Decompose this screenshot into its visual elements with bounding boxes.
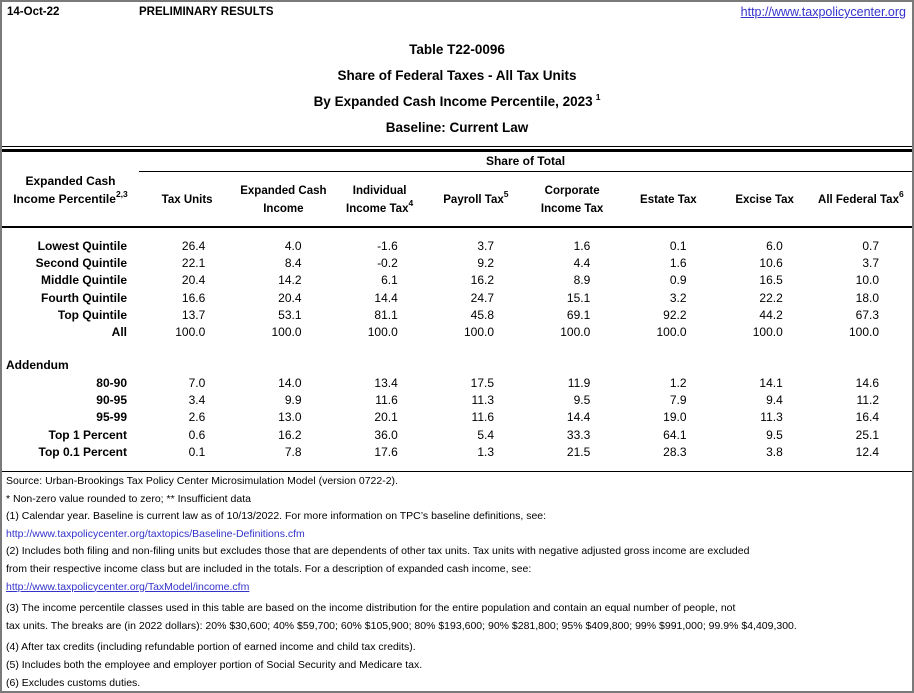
cell-excise-tax: 22.2 <box>759 290 783 305</box>
cell-all-federal-tax: 10.0 <box>855 273 879 288</box>
table-percentile-title: By Expanded Cash Income Percentile, 2023 $^1$ <box>313 91 601 109</box>
share-of-total-group <box>139 152 912 227</box>
cell-individual-income-tax: 36.0 <box>374 427 398 442</box>
cell-tax-units: 20.4 <box>181 273 206 288</box>
cell-individual-income-tax: 81.1 <box>374 307 398 322</box>
table-row <box>2 443 912 460</box>
cell-excise-tax: 9.4 <box>766 393 783 408</box>
cell-expanded-cash-income: 7.8 <box>284 444 302 459</box>
preliminary-results-label: PRELIMINARY RESULTS <box>139 6 274 18</box>
cell-all-federal-tax: 67.3 <box>855 307 879 322</box>
row-label: Second Quintile <box>35 255 127 270</box>
baseline-title: Baseline: Current Law <box>385 120 529 135</box>
notes-top-rule <box>2 471 912 472</box>
table-row <box>2 426 912 443</box>
cell-estate-tax: 1.2 <box>669 375 687 390</box>
cell-estate-tax: 92.2 <box>663 307 687 322</box>
footnote-5: (5) Includes both the employee and employer portion of Social Security and Medicare tax. <box>6 658 423 671</box>
col-header-estate-tax: Estate Tax <box>640 193 697 206</box>
cell-expanded-cash-income: 4.0 <box>284 238 302 253</box>
table-row <box>2 323 912 340</box>
cell-excise-tax: 9.5 <box>766 427 783 442</box>
cell-tax-units: 13.7 <box>181 307 206 322</box>
footnote-ref-2-3: 2,3 <box>115 188 128 199</box>
cell-corporate-income-tax: 4.4 <box>573 255 591 270</box>
cell-tax-units: 7.0 <box>188 375 206 390</box>
cell-expanded-cash-income: 14.2 <box>278 273 302 288</box>
footnote-6: (6) Excludes customs duties. <box>6 676 141 689</box>
cell-payroll-tax: 100.0 <box>463 325 494 340</box>
cell-all-federal-tax: 0.7 <box>862 238 879 253</box>
table-row <box>2 391 912 408</box>
cell-payroll-tax: 24.7 <box>470 290 494 305</box>
cell-all-federal-tax: 3.7 <box>862 255 879 270</box>
cell-all-federal-tax: 25.1 <box>855 427 879 442</box>
column-headers <box>139 172 912 227</box>
table-body <box>2 228 912 461</box>
cell-individual-income-tax: 11.6 <box>375 393 398 408</box>
cell-estate-tax: 19.0 <box>663 410 687 425</box>
cell-individual-income-tax: 6.1 <box>381 273 398 288</box>
cell-estate-tax: 3.2 <box>669 290 687 305</box>
cell-estate-tax: 28.3 <box>663 444 687 459</box>
cell-payroll-tax: 5.4 <box>477 427 494 442</box>
row-label: 90-95 <box>96 393 127 408</box>
baseline-definitions-link[interactable]: http://www.taxpolicycenter.org/taxtopics/Baseline-Definitions.cfm <box>6 527 305 540</box>
row-header-label: Expanded Cash Income Percentile$^{2,3}$ <box>13 173 128 206</box>
cell-tax-units: 26.4 <box>181 238 206 253</box>
table-row <box>2 254 912 271</box>
table-row <box>2 374 912 391</box>
quintile-rows <box>2 228 912 341</box>
cell-individual-income-tax: 20.1 <box>374 410 398 425</box>
col-header-all-federal-tax: All Federal Tax$^6$ <box>818 188 904 206</box>
cell-payroll-tax: 11.6 <box>471 410 494 425</box>
cell-excise-tax: 6.0 <box>766 238 783 253</box>
table-subject-title: Share of Federal Taxes - All Tax Units <box>337 68 577 83</box>
row-label: Top 1 Percent <box>48 427 127 442</box>
cell-payroll-tax: 16.2 <box>470 273 494 288</box>
cell-corporate-income-tax: 100.0 <box>560 325 591 340</box>
footnote-3-line1: (3) The income percentile classes used in this table are based on the income distribution for the entire population and contain an equal number of people, not <box>6 602 736 615</box>
cell-expanded-cash-income: 16.2 <box>278 427 302 442</box>
footnote-ref-1: 1 <box>595 91 601 102</box>
cell-all-federal-tax: 18.0 <box>855 290 879 305</box>
cell-excise-tax: 3.8 <box>766 444 783 459</box>
cell-payroll-tax: 17.5 <box>470 375 494 390</box>
cell-individual-income-tax: 17.6 <box>374 444 398 459</box>
cell-individual-income-tax: 13.4 <box>374 375 398 390</box>
cell-expanded-cash-income: 13.0 <box>278 410 302 425</box>
report-date: 14-Oct-22 <box>7 6 60 18</box>
cell-individual-income-tax: 100.0 <box>367 325 398 340</box>
col-header-payroll-tax: Payroll Tax$^5$ <box>443 188 509 206</box>
cell-payroll-tax: 1.3 <box>477 444 494 459</box>
cell-tax-units: 22.1 <box>181 255 206 270</box>
table-number-title: Table T22-0096 <box>409 42 505 57</box>
cell-payroll-tax: 3.7 <box>477 238 494 253</box>
cell-payroll-tax: 45.8 <box>470 307 494 322</box>
footnote-4: (4) After tax credits (including refundable portion of earned income and child tax credits). <box>6 641 416 654</box>
cell-payroll-tax: 9.2 <box>477 255 494 270</box>
cell-individual-income-tax: -0.2 <box>377 255 398 270</box>
table-row <box>2 289 912 306</box>
cell-estate-tax: 0.9 <box>669 273 687 288</box>
cell-corporate-income-tax: 9.5 <box>573 393 591 408</box>
share-of-total-label: Share of Total <box>139 152 912 172</box>
footnote-2-line1: (2) Includes both filing and non-filing units but excludes those that are dependents of other tax units. Tax units with negative adjusted gross income are excluded <box>6 545 750 558</box>
row-label: 95-99 <box>96 410 127 425</box>
cell-corporate-income-tax: 69.1 <box>566 307 591 322</box>
cell-excise-tax: 100.0 <box>752 325 783 340</box>
source-note: Source: Urban-Brookings Tax Policy Center Microsimulation Model (version 0722-2). <box>6 475 398 487</box>
cell-all-federal-tax: 11.2 <box>856 393 879 408</box>
cell-excise-tax: 11.3 <box>760 410 783 425</box>
cell-excise-tax: 10.6 <box>759 255 783 270</box>
cell-excise-tax: 16.5 <box>759 273 783 288</box>
col-header-individual-income-tax: Individual Income Tax$^4$ <box>346 184 414 215</box>
cell-expanded-cash-income: 100.0 <box>271 325 302 340</box>
cell-all-federal-tax: 14.6 <box>855 375 879 390</box>
footnote-2-link-line <box>6 579 910 597</box>
footnote-1: (1) Calendar year. Baseline is current law as of 10/13/2022. For more information on TPC’s baseline definitions, see: <box>6 510 547 523</box>
col-header-corporate-income-tax: Corporate Income Tax <box>540 184 604 215</box>
row-label: Top 0.1 Percent <box>38 444 127 459</box>
rounding-note: * Non-zero value rounded to zero; ** Insufficient data <box>6 492 251 505</box>
cell-payroll-tax: 11.3 <box>471 393 494 408</box>
cell-tax-units: 0.6 <box>188 427 206 442</box>
row-label: 80-90 <box>96 375 127 390</box>
cell-corporate-income-tax: 33.3 <box>566 427 591 442</box>
cell-expanded-cash-income: 53.1 <box>278 307 302 322</box>
cell-estate-tax: 7.9 <box>669 393 687 408</box>
cell-corporate-income-tax: 1.6 <box>573 238 591 253</box>
cell-tax-units: 16.6 <box>181 290 206 305</box>
row-label: All <box>111 325 127 340</box>
cell-corporate-income-tax: 15.1 <box>566 290 591 305</box>
cell-excise-tax: 44.2 <box>759 307 783 322</box>
cell-tax-units: 3.4 <box>188 393 206 408</box>
cell-expanded-cash-income: 14.0 <box>278 375 302 390</box>
cell-tax-units: 0.1 <box>188 444 206 459</box>
cell-tax-units: 2.6 <box>188 410 206 425</box>
row-label: Lowest Quintile <box>37 238 127 253</box>
col-header-tax-units: Tax Units <box>161 193 213 206</box>
cell-all-federal-tax: 12.4 <box>855 444 879 459</box>
row-label: Fourth Quintile <box>41 290 127 305</box>
cell-excise-tax: 14.1 <box>759 375 783 390</box>
cell-corporate-income-tax: 11.9 <box>567 375 591 390</box>
row-label: Top Quintile <box>57 307 127 322</box>
taxpolicycenter-link[interactable]: http://www.taxpolicycenter.org <box>740 5 906 19</box>
footnote-1-link-line <box>6 526 910 544</box>
addendum-label: Addendum <box>6 357 69 372</box>
cell-expanded-cash-income: 8.4 <box>284 255 302 270</box>
table-row <box>2 409 912 426</box>
cell-estate-tax: 100.0 <box>656 325 687 340</box>
cell-estate-tax: 1.6 <box>669 255 687 270</box>
cell-individual-income-tax: -1.6 <box>377 238 398 253</box>
title-block <box>2 37 912 141</box>
cell-expanded-cash-income: 9.9 <box>284 393 302 408</box>
cell-tax-units: 100.0 <box>175 325 206 340</box>
cell-all-federal-tax: 100.0 <box>848 325 879 340</box>
col-header-excise-tax: Excise Tax <box>735 193 794 206</box>
footnotes <box>6 473 910 692</box>
table-row <box>2 272 912 289</box>
table-row <box>2 306 912 323</box>
addendum-rows <box>2 374 912 460</box>
footnote-3-line2: tax units. The breaks are (in 2022 dollars): 20% $30,600; 40% $59,700; 60% $105,900; 80% $193,600; 90% $281,800; 95% $409,800; 99% $991,000; 99.9% $4,409,300. <box>6 619 797 632</box>
cell-individual-income-tax: 14.4 <box>374 290 398 305</box>
col-header-expanded-cash-income: Expanded Cash Income <box>240 184 327 215</box>
cell-expanded-cash-income: 20.4 <box>278 290 302 305</box>
cell-estate-tax: 0.1 <box>669 238 687 253</box>
cell-corporate-income-tax: 8.9 <box>573 273 591 288</box>
cell-corporate-income-tax: 14.4 <box>566 410 591 425</box>
table-header <box>2 152 912 227</box>
cell-all-federal-tax: 16.4 <box>855 410 879 425</box>
cell-corporate-income-tax: 21.5 <box>566 444 591 459</box>
table-row <box>2 237 912 254</box>
row-label: Middle Quintile <box>41 273 127 288</box>
footnote-2-line2: from their respective income class but are included in the totals. For a description of expanded cash income, see: <box>6 562 532 575</box>
income-definition-link[interactable]: http://www.taxpolicycenter.org/TaxModel/income.cfm <box>6 580 250 593</box>
cell-estate-tax: 64.1 <box>663 427 687 442</box>
